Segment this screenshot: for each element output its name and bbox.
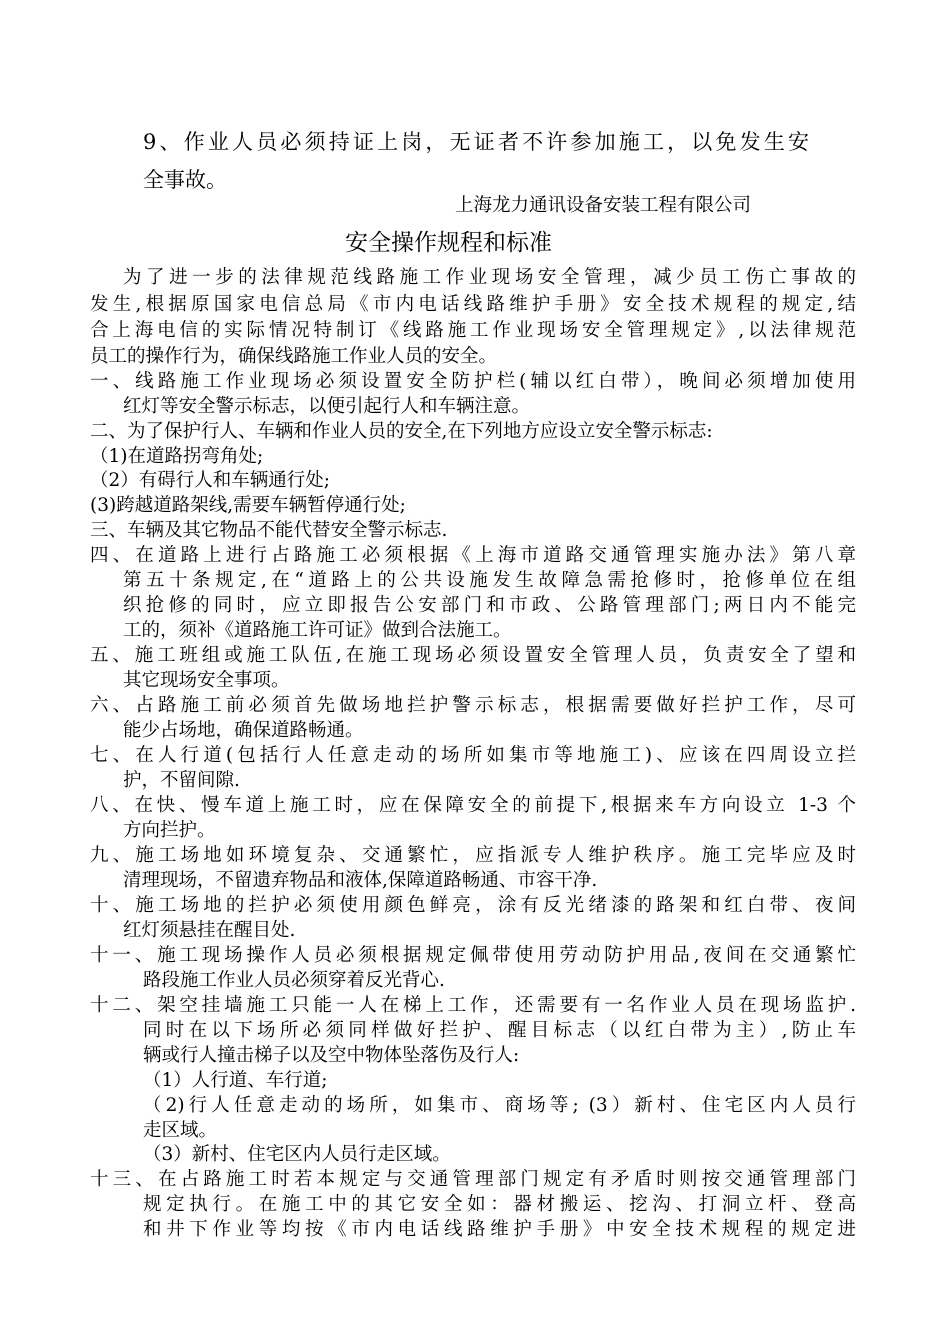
rule-8-line: 八、在快、慢车道上施工时，应在保障安全的前提下,根据来车方向设立 1-3 个 — [90, 795, 856, 816]
item9-line-1: 9、作业人员必须持证上岗，无证者不许参加施工，以免发生安 — [143, 130, 809, 154]
rule-10-line: 十、施工场地的拦护必须使用颜色鲜亮，涂有反光绪漆的路架和红白带、夜间 — [90, 895, 856, 916]
rule-13-line: 十三、在占路施工时若本规定与交通管理部门规定有矛盾时则按交通管理部门 — [90, 1169, 856, 1190]
rule-4-line: 第五十条规定,在“道路上的公共设施发生故障急需抢修时，抢修单位在组 — [123, 570, 856, 591]
company-name: 上海龙力通讯设备安装工程有限公司 — [455, 195, 752, 216]
intro-line: 员工的操作行为，确保线路施工作业人员的安全。 — [90, 346, 498, 367]
rule-12-subitem: （1）人行道、车行道; — [143, 1070, 328, 1091]
rule-12-line: 同时在以下场所必须同样做好拦护、醒目标志（以红白带为主）,防止车 — [143, 1020, 856, 1041]
rule-8-line: 方向拦护。 — [123, 820, 216, 841]
rule-4-line: 工的，须补《道路施工许可证》做到合法施工。 — [123, 620, 512, 641]
rule-12-line: 十二、架空挂墙施工只能一人在梯上工作，还需要有一名作业人员在现场监护. — [90, 995, 856, 1016]
intro-line: 发生,根据原国家电信总局《市内电话线路维护手册》安全技术规程的规定,结 — [90, 294, 856, 315]
page-title: 安全操作规程和标准 — [345, 230, 552, 256]
intro-line: 合上海电信的实际情况特制订《线路施工作业现场安全管理规定》,以法律规范 — [90, 320, 856, 341]
rule-5-line: 五、施工班组或施工队伍,在施工现场必须设置安全管理人员，负责安全了望和 — [90, 645, 856, 666]
rule-7-line: 七、在人行道(包括行人任意走动的场所如集市等地施工)、应该在四周设立拦 — [90, 745, 856, 766]
rule-12-subitem: 走区域。 — [143, 1120, 218, 1141]
rule-6-line: 能少占场地，确保道路畅通。 — [123, 720, 364, 741]
rule-12-subitem: （3）新村、住宅区内人员行走区域。 — [143, 1144, 451, 1165]
rule-4-line: 四、在道路上进行占路施工必须根据《上海市道路交通管理实施办法》第八章 — [90, 545, 856, 566]
rule-2-line: 二、为了保护行人、车辆和作业人员的安全,在下列地方应设立安全警示标志: — [90, 421, 713, 442]
rule-9-line: 九、施工场地如环境复杂、交通繁忙，应指派专人维护秩序。施工完毕应及时 — [90, 845, 856, 866]
rule-9-line: 清理现场，不留遗弃物品和液体,保障道路畅通、市容干净. — [123, 870, 598, 891]
rule-5-line: 其它现场安全事项。 — [123, 670, 290, 691]
rule-2-subitem: （1)在道路拐弯角处; — [90, 446, 264, 467]
rule-11-line: 十一、施工现场操作人员必须根据规定佩带使用劳动防护用品,夜间在交通繁忙 — [90, 945, 856, 966]
rule-1-line: 一、线路施工作业现场必须设置安全防护栏(辅以红白带），晚间必须增加使用 — [90, 371, 856, 392]
rule-1-line: 红灯等安全警示标志，以便引起行人和车辆注意。 — [123, 396, 531, 417]
rule-3-line: 三、车辆及其它物品不能代替安全警示标志. — [90, 520, 448, 541]
intro-line: 为了进一步的法律规范线路施工作业现场安全管理，减少员工伤亡事故的 — [123, 267, 856, 288]
rule-12-subitem: （2)行人任意走动的场所，如集市、商场等; (3）新村、住宅区内人员行 — [143, 1095, 856, 1116]
rule-11-line: 路段施工作业人员必须穿着反光背心. — [143, 970, 445, 991]
rule-6-line: 六、占路施工前必须首先做场地拦护警示标志，根据需要做好拦护工作，尽可 — [90, 695, 856, 716]
rule-13-line: 规定执行。在施工中的其它安全如：器材搬运、挖沟、打洞立杆、登高 — [143, 1194, 856, 1215]
item9-line-2: 全事故。 — [143, 168, 227, 192]
rule-13-line: 和井下作业等均按《市内电话线路维护手册》中安全技术规程的规定进 — [143, 1219, 856, 1240]
rule-12-line: 辆或行人撞击梯子以及空中物体坠落伤及行人: — [143, 1045, 520, 1066]
rule-2-subitem: (3)跨越道路架线,需要车辆暂停通行处; — [90, 495, 406, 516]
rule-4-line: 织抢修的同时，应立即报告公安部门和市政、公路管理部门;两日内不能完 — [123, 595, 856, 616]
rule-2-subitem: （2）有碍行人和车辆通行处; — [90, 470, 331, 491]
rule-10-line: 红灯须悬挂在醒目处. — [123, 920, 296, 941]
rule-7-line: 护，不留间隙. — [123, 770, 240, 791]
